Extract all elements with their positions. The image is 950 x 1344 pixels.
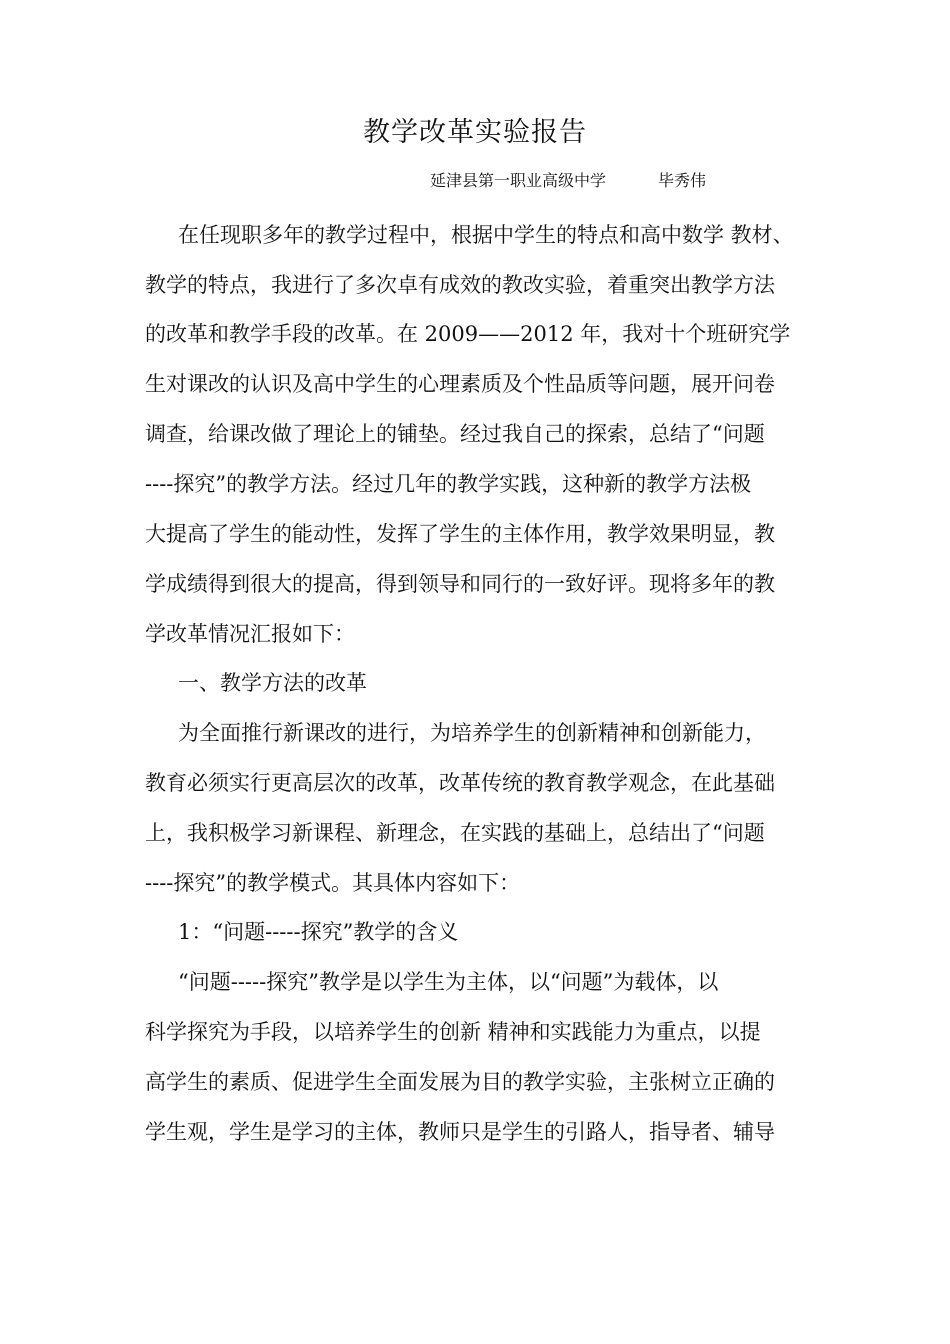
document-title: 教学改革实验报告 bbox=[363, 117, 587, 148]
body-line: 为全面推行新课改的进行，为培养学生的创新精神和创新能力， bbox=[178, 721, 766, 745]
body-line: ----探究”的教学模式。其具体内容如下： bbox=[145, 871, 521, 895]
body-line: 生对课改的认识及高中学生的心理素质及个性品质等问题，展开问卷 bbox=[145, 372, 775, 396]
body-line: 教育必须实行更高层次的改革，改革传统的教育教学观念，在此基础 bbox=[145, 771, 775, 795]
body-line: 教学的特点，我进行了多次卓有成效的教改实验，着重突出教学方法 bbox=[145, 273, 775, 297]
body-line: 调查，给课改做了理论上的铺垫。经过我自己的探索，总结了“问题 bbox=[145, 422, 765, 446]
body-line: 在任现职多年的教学过程中，根据中学生的特点和高中数学 教材、 bbox=[178, 223, 794, 247]
body-line: 学生观，学生是学习的主体，教师只是学生的引路人，指导者、辅导 bbox=[145, 1120, 775, 1144]
body-line: “问题-----探究”教学是以学生为主体，以“问题”为载体，以 bbox=[178, 970, 719, 994]
body-line: 上，我积极学习新课程、新理念，在实践的基础上，总结出了“问题 bbox=[145, 821, 765, 845]
body-line: 科学探究为手段，以培养学生的创新 精神和实践能力为重点，以提 bbox=[145, 1020, 761, 1044]
school-name: 延津县第一职业高级中学 bbox=[430, 171, 607, 190]
body-line: ----探究”的教学方法。经过几年的教学实践，这种新的教学方法极 bbox=[145, 472, 752, 496]
body-line: 大提高了学生的能动性，发挥了学生的主体作用，教学效果明显，教 bbox=[145, 522, 775, 546]
body-line: 学成绩得到很大的提高，得到领导和同行的一致好评。现将多年的教 bbox=[145, 572, 775, 596]
author-name: 毕秀伟 bbox=[658, 171, 707, 190]
body-line: 学改革情况汇报如下： bbox=[145, 622, 355, 646]
subsection-heading: 1：“问题-----探究”教学的含义 bbox=[178, 920, 459, 944]
section-heading: 一、教学方法的改革 bbox=[178, 671, 367, 695]
body-line: 高学生的素质、促进学生全面发展为目的教学实验，主张树立正确的 bbox=[145, 1070, 775, 1094]
body-line: 的改革和教学手段的改革。在 2009——2012 年，我对十个班研究学 bbox=[145, 322, 791, 346]
document-byline bbox=[430, 168, 706, 191]
